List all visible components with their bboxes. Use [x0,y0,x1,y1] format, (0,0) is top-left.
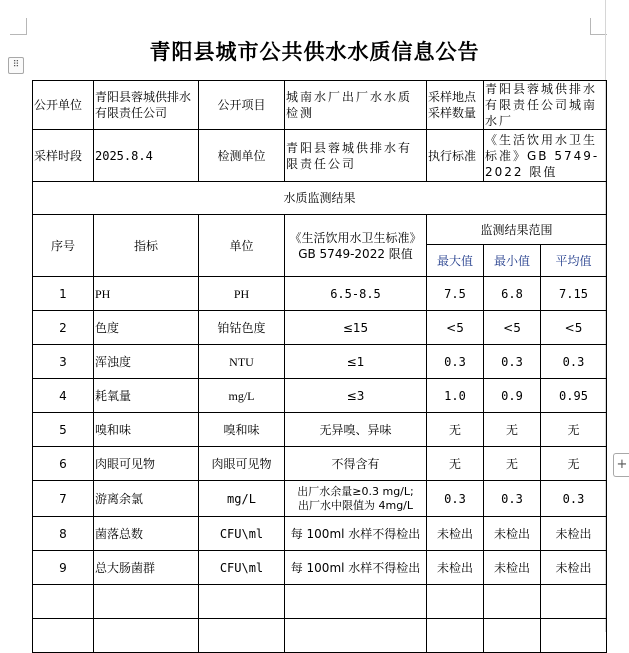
column-header-row-1 [33,215,607,245]
row-index: 3 [33,345,94,379]
row-index: 6 [33,447,94,481]
row-min[interactable]: 未检出 [484,551,541,585]
header-row-period [33,130,607,182]
row-indicator[interactable]: 耗氧量 [94,379,199,413]
empty-cell[interactable] [33,585,94,619]
row-min[interactable]: 0.3 [484,345,541,379]
row-avg[interactable]: 0.95 [541,379,607,413]
row-unit[interactable]: 肉眼可见物 [199,447,285,481]
sample-period-label: 采样时段 [33,130,94,182]
table-row [33,447,607,481]
row-indicator[interactable]: PH [94,277,199,311]
row-max[interactable]: <5 [427,311,484,345]
row-limit-line2: 出厂水中限值为 4mg/L [297,498,414,512]
test-unit-label: 检测单位 [199,130,285,182]
row-index: 2 [33,311,94,345]
row-unit[interactable]: 嗅和味 [199,413,285,447]
test-unit-value[interactable]: 青阳县蓉城供排水有限责任公司 [285,130,427,182]
row-unit[interactable]: CFU\ml [199,517,285,551]
empty-cell[interactable] [541,585,607,619]
row-max[interactable]: 0.3 [427,345,484,379]
row-limit[interactable]: 不得含有 [285,447,427,481]
row-avg[interactable]: 0.3 [541,345,607,379]
table-row [33,413,607,447]
row-index: 8 [33,517,94,551]
row-avg[interactable]: 0.3 [541,481,607,517]
empty-table-row [33,619,607,653]
row-min[interactable]: 未检出 [484,517,541,551]
row-limit[interactable]: ≤1 [285,345,427,379]
table-row [33,551,607,585]
col-header-limit: 《生活饮用水卫生标准》GB 5749-2022 限值 [285,215,427,277]
empty-cell[interactable] [94,585,199,619]
empty-cell[interactable] [199,585,285,619]
row-min[interactable]: 无 [484,413,541,447]
row-min[interactable]: 0.9 [484,379,541,413]
row-max[interactable]: 1.0 [427,379,484,413]
row-index: 7 [33,481,94,517]
header-row-publish [33,81,607,130]
row-limit[interactable]: 每 100ml 水样不得检出 [285,551,427,585]
publish-unit-label: 公开单位 [33,81,94,130]
row-avg[interactable]: <5 [541,311,607,345]
row-avg[interactable]: 未检出 [541,517,607,551]
row-min[interactable]: 无 [484,447,541,481]
publish-item-value[interactable]: 城南水厂出厂水水质检测 [285,81,427,130]
empty-cell[interactable] [285,619,427,653]
empty-cell[interactable] [199,619,285,653]
water-quality-table [32,80,607,653]
standard-label: 执行标准 [427,130,484,182]
row-indicator[interactable]: 游离余氯 [94,481,199,517]
sample-period-value[interactable]: 2025.8.4 [94,130,199,182]
table-row [33,379,607,413]
row-index: 1 [33,277,94,311]
col-header-index: 序号 [33,215,94,277]
row-indicator[interactable]: 菌落总数 [94,517,199,551]
row-avg[interactable]: 未检出 [541,551,607,585]
section-title: 水质监测结果 [33,182,607,215]
col-header-max: 最大值 [427,245,484,277]
row-unit[interactable]: 铂钴色度 [199,311,285,345]
row-limit[interactable] [285,481,427,517]
row-unit[interactable]: CFU\ml [199,551,285,585]
row-index: 5 [33,413,94,447]
row-max[interactable]: 0.3 [427,481,484,517]
row-max[interactable]: 无 [427,447,484,481]
row-index: 9 [33,551,94,585]
page-corner-mark-left [10,18,27,35]
publish-item-label: 公开项目 [199,81,285,130]
table-row [33,345,607,379]
row-indicator[interactable]: 浑浊度 [94,345,199,379]
document-title: 青阳县城市公共供水水质信息公告 [149,40,480,64]
add-row-plus-icon[interactable]: + [613,453,629,477]
empty-cell[interactable] [33,619,94,653]
col-header-avg: 平均值 [541,245,607,277]
empty-cell[interactable] [285,585,427,619]
row-unit[interactable]: NTU [199,345,285,379]
table-move-handle-icon[interactable]: ⠿ [8,57,24,74]
row-unit[interactable]: PH [199,277,285,311]
row-limit[interactable]: 每 100ml 水样不得检出 [285,517,427,551]
row-limit[interactable]: ≤15 [285,311,427,345]
row-indicator[interactable]: 肉眼可见物 [94,447,199,481]
row-indicator[interactable]: 总大肠菌群 [94,551,199,585]
table-row [33,311,607,345]
col-header-unit: 单位 [199,215,285,277]
row-index: 4 [33,379,94,413]
row-max[interactable]: 未检出 [427,517,484,551]
row-unit[interactable]: mg/L [199,379,285,413]
empty-cell[interactable] [541,619,607,653]
row-limit[interactable]: 无异嗅、异味 [285,413,427,447]
empty-cell[interactable] [94,619,199,653]
row-limit-line1: 出厂水余量≥0.3 mg/L; [297,484,414,498]
sample-site-label: 采样地点采样数量 [427,81,484,130]
col-header-indicator: 指标 [94,215,199,277]
publish-unit-value[interactable]: 青阳县蓉城供排水有限责任公司 [94,81,199,130]
row-min[interactable]: 6.8 [484,277,541,311]
row-avg[interactable]: 无 [541,413,607,447]
section-title-row [33,182,607,215]
empty-cell[interactable] [484,585,541,619]
sample-site-value[interactable]: 青阳县蓉城供排水有限责任公司城南水厂 [484,81,607,130]
row-limit[interactable]: 6.5-8.5 [285,277,427,311]
row-min[interactable]: <5 [484,311,541,345]
table-row [33,517,607,551]
col-header-min: 最小值 [484,245,541,277]
row-indicator[interactable]: 色度 [94,311,199,345]
row-min[interactable]: 0.3 [484,481,541,517]
row-unit[interactable]: mg/L [199,481,285,517]
row-avg[interactable]: 无 [541,447,607,481]
row-max[interactable]: 7.5 [427,277,484,311]
row-max[interactable]: 未检出 [427,551,484,585]
standard-value[interactable]: 《生活饮用水卫生标准》GB 5749-2022 限值 [484,130,607,182]
empty-cell[interactable] [427,619,484,653]
table-row [33,481,607,517]
col-header-range-group: 监测结果范围 [427,215,607,245]
row-max[interactable]: 无 [427,413,484,447]
empty-cell[interactable] [427,585,484,619]
row-avg[interactable]: 7.15 [541,277,607,311]
row-indicator[interactable]: 嗅和味 [94,413,199,447]
empty-cell[interactable] [484,619,541,653]
row-limit[interactable]: ≤3 [285,379,427,413]
empty-table-row [33,585,607,619]
table-row [33,277,607,311]
